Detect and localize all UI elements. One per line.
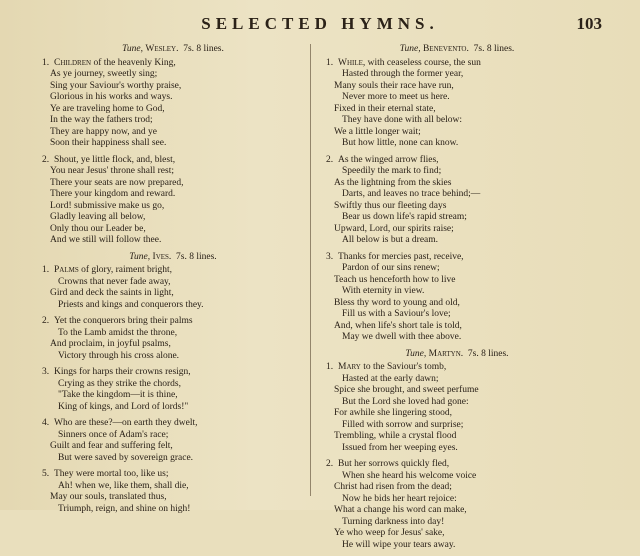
verse-number: 1.: [42, 57, 50, 68]
verse-number: 4.: [42, 418, 50, 428]
verse-number: 2.: [42, 316, 50, 326]
verse-line: All below is but a dream.: [342, 235, 439, 245]
verse-line: In the way the fathers trod;: [50, 115, 153, 125]
verse-line: They were mortal too, like us;: [54, 469, 169, 479]
verse-first-word: Children: [54, 57, 92, 68]
column-divider: [310, 44, 311, 496]
tune-meter: 7s. 8 lines.: [473, 44, 515, 54]
verse-line: They are happy now, and ye: [50, 126, 158, 137]
verse-line: Priests and kings and conquerors they.: [58, 299, 204, 310]
verse: [322, 459, 592, 551]
verse-first-word: While,: [338, 57, 366, 68]
verse-line: Ye who weep for Jesus' sake,: [334, 528, 445, 538]
verse-line: Hasted through the former year,: [342, 69, 464, 79]
verse-line: to the Saviour's tomb,: [360, 362, 447, 372]
verse-line: Yet the conquerors bring their palms: [54, 316, 193, 326]
verse-line: For awhile she lingering stood,: [334, 408, 452, 418]
tune-heading: [38, 44, 308, 56]
verse: [38, 265, 308, 311]
verse-line: They have done with all below:: [342, 115, 463, 125]
tune-meter: 7s. 8 lines.: [467, 348, 509, 359]
verse-line: May our souls, translated thus,: [50, 492, 167, 502]
verse-line: Shout, ye little flock, and, blest,: [54, 154, 176, 165]
tune-label: Tune,: [405, 348, 427, 359]
verse-line: Sing your Saviour's worthy praise,: [50, 80, 182, 91]
verse-line: You near Jesus' throne shall rest;: [50, 166, 174, 176]
verse-line: With eternity in view.: [342, 286, 425, 296]
verse-line: And we still will follow thee.: [50, 235, 162, 245]
verse-line: Never more to meet us here.: [342, 92, 450, 102]
verse-line: What a change his word can make,: [334, 505, 467, 515]
verse-line: Guilt and fear and suffering felt,: [50, 441, 173, 451]
tune-label: Tune,: [122, 44, 143, 54]
verse-line: Now he bids her heart rejoice:: [342, 493, 457, 504]
verse-line: "Take the kingdom—it is thine,: [58, 390, 178, 400]
verse: [322, 252, 592, 344]
verse-first-word: Mary: [338, 362, 361, 372]
verse-line: There your seats are now prepared,: [50, 177, 184, 188]
verse-number: 2.: [42, 154, 50, 165]
verse-line: Triumph, reign, and shine on high!: [58, 503, 191, 514]
verse-line: Gird and deck the saints in light,: [50, 288, 174, 298]
verse-line: Many souls their race have run,: [334, 80, 454, 91]
verse: [38, 367, 308, 413]
verse-line: But were saved by sovereign grace.: [58, 452, 194, 463]
tune-heading: [38, 252, 308, 264]
verse-line: But her sorrows quickly fled,: [338, 459, 450, 469]
page-number: 103: [576, 14, 602, 33]
verse-line: Crowns that never fade away,: [58, 276, 171, 287]
tune-name: Wesley.: [145, 44, 179, 54]
verse-line: Pardon of our sins renew;: [342, 263, 440, 273]
verse-line: of glory, raiment bright,: [78, 265, 173, 275]
tune-meter: 7s. 8 lines.: [183, 44, 224, 54]
verse-line: Soon their happiness shall see.: [50, 138, 167, 148]
right-column: [322, 42, 592, 556]
verse-line: When she heard his welcome voice: [342, 470, 477, 481]
verse-number: 3.: [42, 367, 50, 377]
verse-line: Sinners once of Adam's race;: [58, 429, 169, 440]
tune-label: Tune,: [129, 251, 151, 262]
verse-line: Glorious in his works and ways.: [50, 92, 173, 102]
verse-line: Gladly leaving all below,: [50, 212, 146, 222]
verse-line: King of kings, and Lord of lords!": [58, 401, 189, 412]
verse-line: As the lightning from the skies: [334, 177, 452, 188]
verse-line: But the Lord she loved had gone:: [342, 396, 469, 407]
verse-line: Crying as they strike the chords,: [58, 378, 181, 389]
verse-line: Lord! submissive make us go,: [50, 200, 165, 211]
verse-line: Fill us with a Saviour's love;: [342, 309, 451, 319]
verse-line: Victory through his cross alone.: [58, 350, 180, 361]
verse: [38, 316, 308, 362]
verse: [38, 418, 308, 464]
verse-line: We a little longer wait;: [334, 126, 421, 137]
tune-name: Martyn.: [428, 348, 464, 359]
verse-number: 1.: [326, 57, 334, 68]
page-header: [0, 14, 640, 40]
verse-number: 3.: [326, 251, 334, 262]
verse-line: As ye journey, sweetly sing;: [50, 69, 158, 79]
verse-line: Issued from her weeping eyes.: [342, 442, 458, 453]
verse-number: 2.: [326, 459, 334, 469]
verse-line: To the Lamb amidst the throne,: [58, 327, 178, 338]
verse-first-word: Palms: [54, 265, 79, 275]
verse-line: Who are these?—on earth they dwelt,: [54, 418, 198, 428]
verse-line: Spice she brought, and sweet perfume: [334, 385, 479, 395]
verse-line: Speedily the mark to find;: [342, 166, 442, 176]
left-column: [38, 42, 308, 520]
verse-line: Kings for harps their crowns resign,: [54, 367, 191, 377]
verse-line: Turning darkness into day!: [342, 516, 445, 527]
verse: [322, 58, 592, 150]
verse-line: Bless thy word to young and old,: [334, 297, 460, 308]
verse-line: with ceaseless course, the sun: [365, 57, 481, 68]
verse: [322, 362, 592, 454]
verse: [38, 155, 308, 247]
verse-line: Ye are traveling home to God,: [50, 103, 165, 114]
verse-line: As the winged arrow flies,: [338, 154, 439, 165]
tune-heading: [322, 349, 592, 361]
verse-line: Hasted at the early dawn;: [342, 373, 439, 384]
tune-name: Benevento.: [422, 44, 469, 54]
verse-number: 2.: [326, 154, 334, 165]
tune-heading: [322, 44, 592, 56]
verse-line: May we dwell with thee above.: [342, 332, 462, 342]
verse-number: 1.: [326, 362, 334, 372]
tune-meter: 7s. 8 lines.: [176, 251, 217, 262]
verse-number: 5.: [42, 469, 50, 479]
tune-label: Tune,: [399, 44, 421, 54]
verse: [38, 469, 308, 515]
verse-line: Upward, Lord, our spirits raise;: [334, 223, 454, 234]
verse-line: Bear us down life's rapid stream;: [342, 212, 467, 222]
verse-line: He will wipe your tears away.: [342, 539, 456, 550]
verse-line: Darts, and leaves no trace behind;—: [342, 189, 481, 199]
verse-line: Only thou our Leader be,: [50, 223, 146, 234]
verse-line: Trembling, while a crystal flood: [334, 431, 457, 441]
verse-number: 1.: [42, 265, 50, 275]
verse-line: Filled with sorrow and surprise;: [342, 419, 464, 430]
verse-line: And proclaim, in joyful psalms,: [50, 339, 171, 349]
verse-line: Swiftly thus our fleeting days: [334, 200, 447, 211]
verse: [322, 155, 592, 247]
verse-line: of the heavenly King,: [91, 57, 176, 68]
verse-line: Teach us henceforth how to live: [334, 274, 456, 285]
verse: [38, 58, 308, 150]
page-title: SELECTED HYMNS.: [201, 14, 439, 33]
tune-name: Ives.: [152, 251, 172, 262]
verse-line: Christ had risen from the dead;: [334, 482, 452, 492]
verse-line: But how little, none can know.: [342, 138, 459, 148]
verse-line: Thanks for mercies past, receive,: [338, 251, 464, 262]
verse-line: And, when life's short tale is told,: [334, 320, 462, 331]
verse-line: Ah! when we, like them, shall die,: [58, 480, 189, 491]
verse-line: Fixed in their eternal state,: [334, 103, 436, 114]
verse-line: There your kingdom and reward.: [50, 189, 176, 199]
